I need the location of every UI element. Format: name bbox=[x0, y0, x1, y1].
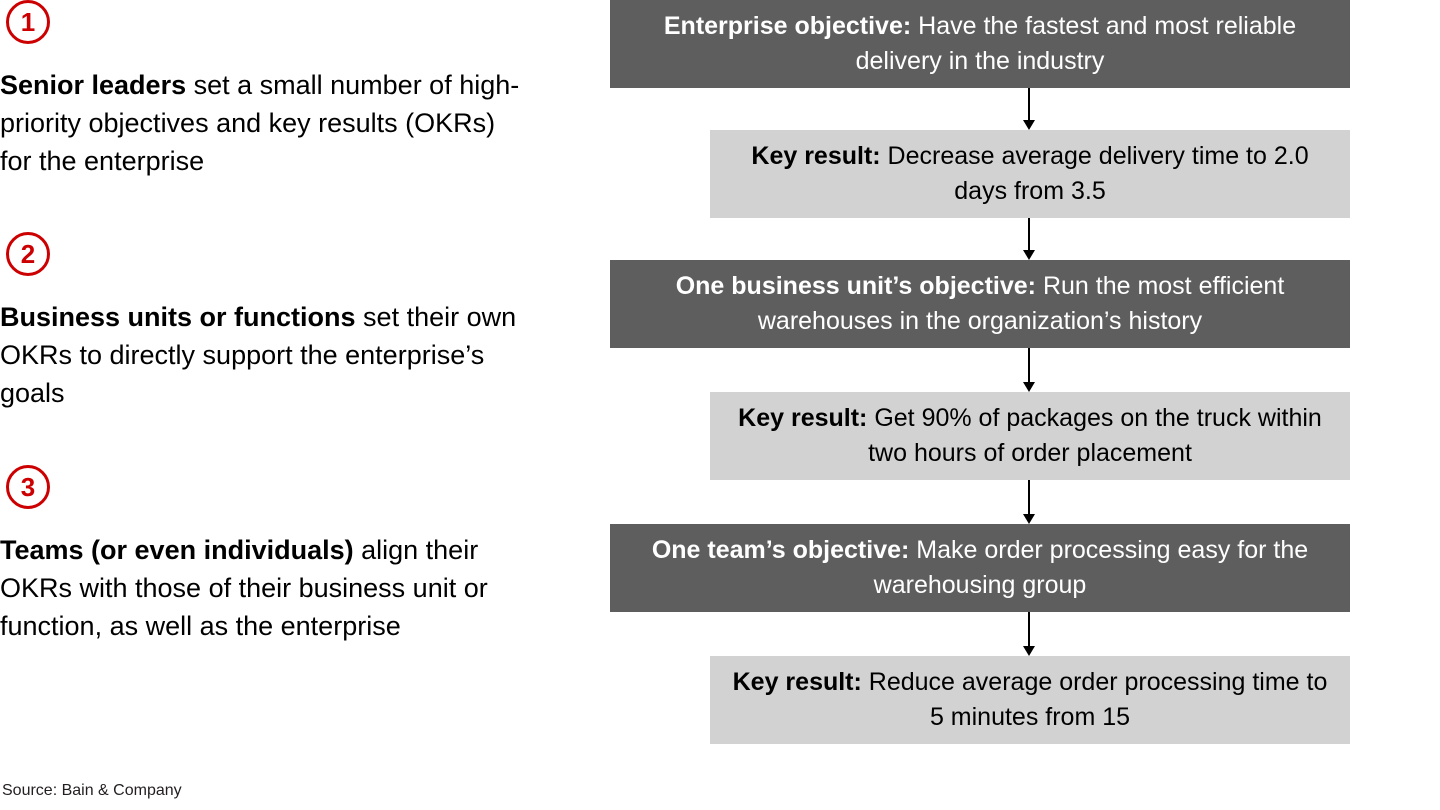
step-description bbox=[0, 66, 520, 180]
step-number-badge: 2 bbox=[6, 232, 50, 276]
step-item bbox=[0, 465, 530, 645]
flow-node-text bbox=[724, 401, 1336, 471]
flow-node-key-result bbox=[710, 130, 1350, 218]
flow-node-key-result bbox=[710, 656, 1350, 744]
flow-node-label: One business unit’s objective: bbox=[675, 272, 1036, 300]
flow-node-label: Key result: bbox=[732, 668, 862, 696]
flow-node-body: Get 90% of packages on the truck within two hours of order placement bbox=[867, 404, 1322, 467]
flow-node-text bbox=[624, 269, 1336, 339]
flow-node-body: Decrease average delivery time to 2.0 days from 3.5 bbox=[880, 142, 1309, 205]
source-note: Source: Bain & Company bbox=[2, 782, 182, 799]
flow-node-body: Reduce average order processing time to 5 minutes from 15 bbox=[861, 668, 1328, 731]
step-rest-text: align their OKRs with those of their business unit or function, as well as the enterprise bbox=[0, 535, 488, 641]
step-lead-text: Senior leaders bbox=[0, 70, 187, 100]
flow-node-label: Enterprise objective: bbox=[663, 12, 912, 40]
flow-node-label: One team’s objective: bbox=[651, 536, 910, 564]
flow-arrow-down-icon bbox=[1028, 348, 1030, 383]
steps-column bbox=[0, 0, 540, 810]
flow-node-body: Have the fastest and most reliable delivery in the industry bbox=[855, 12, 1297, 75]
flow-node-label: Key result: bbox=[751, 142, 881, 170]
step-description bbox=[0, 298, 520, 412]
step-rest-text: set their own OKRs to directly support the enterprise’s goals bbox=[0, 302, 517, 408]
flow-node-key-result bbox=[710, 392, 1350, 480]
flow-node-text bbox=[724, 665, 1336, 735]
flow-node-text bbox=[624, 9, 1336, 79]
step-number-badge: 3 bbox=[6, 465, 50, 509]
flow-node-text bbox=[724, 139, 1336, 209]
flow-arrow-down-icon bbox=[1028, 612, 1030, 647]
step-number-badge: 1 bbox=[6, 0, 50, 44]
flow-node-objective bbox=[610, 260, 1350, 348]
flow-node-body: Make order processing easy for the warehousing group bbox=[873, 536, 1309, 599]
flow-node-objective bbox=[610, 0, 1350, 88]
step-description bbox=[0, 531, 520, 645]
flow-arrow-down-icon bbox=[1028, 480, 1030, 515]
flow-arrow-down-icon bbox=[1028, 88, 1030, 121]
flow-node-text bbox=[624, 533, 1336, 603]
step-lead-text: Business units or functions bbox=[0, 302, 356, 332]
step-lead-text: Teams (or even individuals) bbox=[0, 535, 354, 565]
step-rest-text: set a small number of high-priority objectives and key results (OKRs) for the enterprise bbox=[0, 70, 520, 176]
flow-node-label: Key result: bbox=[738, 404, 868, 432]
flow-node-body: Run the most efficient warehouses in the organization’s history bbox=[757, 272, 1285, 335]
step-item bbox=[0, 0, 530, 180]
step-item bbox=[0, 232, 530, 412]
flow-arrow-down-icon bbox=[1028, 218, 1030, 251]
flow-node-objective bbox=[610, 524, 1350, 612]
okr-cascade-diagram bbox=[610, 0, 1350, 780]
